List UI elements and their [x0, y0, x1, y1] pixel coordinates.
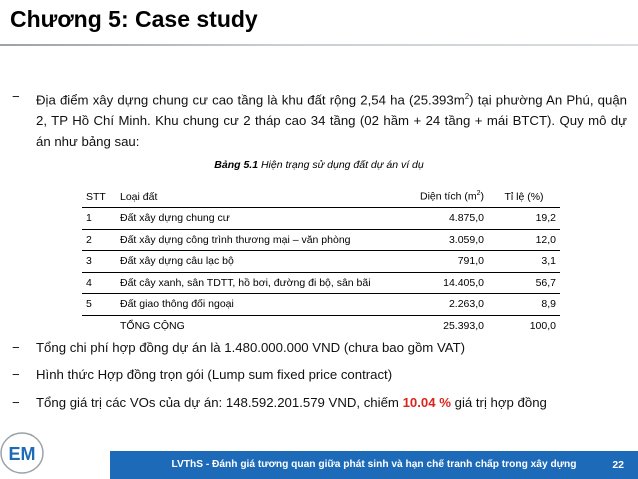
caption-text: Hiện trạng sử dụng đất dự án ví dụ	[258, 159, 424, 171]
footer-bar	[110, 451, 638, 479]
header-pct: Tỉ lệ (%)	[488, 186, 560, 208]
header-stt: STT	[82, 186, 116, 208]
table-row	[82, 208, 560, 230]
cell-stt: 3	[82, 251, 116, 273]
cell-pct: 12,0	[488, 229, 560, 251]
title-divider	[0, 44, 638, 46]
table-row	[82, 229, 560, 251]
table-row	[82, 272, 560, 294]
bullet-site-location	[12, 86, 627, 152]
bullet-dash: −	[12, 367, 20, 382]
slide-title: Chương 5: Case study	[10, 6, 258, 32]
bullet-text	[12, 392, 627, 413]
table-row	[82, 251, 560, 273]
cell-stt: 4	[82, 272, 116, 294]
footer-text: LVThS - Đánh giá tương quan giữa phát sinh và hạn chế tranh chấp trong xây dựng	[171, 459, 577, 470]
cell-pct: 56,7	[488, 272, 560, 294]
highlight-percent: 10.04 %	[402, 395, 451, 410]
cell-area: 14.405,0	[398, 272, 488, 294]
header-area	[398, 186, 488, 208]
bullet-text-part: Địa điểm xây dựng chung cư cao tầng là khu đất rộng 2,54 ha (25.393m	[36, 92, 465, 108]
caption-label: Bảng 5.1	[214, 159, 259, 171]
cell-pct: 3,1	[488, 251, 560, 273]
bullet-text-part: ) tại phường An Phú, quận 2, TP Hồ Chí Minh. Khu chung cư 2 tháp cao 34 tầng (02 hầm + 24 tầng + mái BTCT). Quy mô dự án như bảng sau:	[36, 92, 627, 150]
table-caption	[0, 159, 638, 171]
bullet-text-part: giá trị hợp đồng	[450, 395, 547, 410]
page-number: 22	[612, 459, 624, 471]
cell-stt: 5	[82, 294, 116, 316]
logo	[0, 426, 44, 476]
table-header-row	[82, 186, 560, 208]
cell-stt: 2	[82, 229, 116, 251]
cell-area: 3.059,0	[398, 229, 488, 251]
cell-name: Đất xây dựng công trình thương mại – văn phòng	[116, 229, 398, 251]
cell-stt: 1	[82, 208, 116, 230]
cell-pct: 8,9	[488, 294, 560, 316]
bullet-text	[12, 86, 627, 152]
bullet-text: Hình thức Hợp đồng trọn gói (Lump sum fixed price contract)	[36, 367, 393, 382]
cell-area: 4.875,0	[398, 208, 488, 230]
superscript: 2	[464, 92, 470, 101]
cell-pct: 19,2	[488, 208, 560, 230]
bullet-dash: −	[12, 395, 20, 410]
table-row	[82, 294, 560, 316]
cell-area: 2.263,0	[398, 294, 488, 316]
logo-text: EM	[8, 444, 36, 464]
header-area-text: Diện tích (m	[419, 190, 477, 203]
cell-stt	[82, 315, 116, 337]
bullet-text-part: Tổng giá trị các VOs của dự án: 148.592.201.579 VND, chiếm	[36, 395, 403, 410]
land-use-table	[82, 186, 560, 337]
cell-name: Đất giao thông đối ngoại	[116, 294, 398, 316]
cell-name: Đất cây xanh, sân TDTT, hồ bơi, đường đi bộ, sân bãi	[116, 272, 398, 294]
cell-name: Đất xây dựng chung cư	[116, 208, 398, 230]
superscript: 2	[476, 190, 481, 198]
bullet-vo-value	[12, 392, 627, 413]
cell-name: Đất xây dựng câu lạc bộ	[116, 251, 398, 273]
bullet-contract-cost	[12, 337, 627, 358]
logo-mark	[0, 426, 44, 476]
bullet-dash: −	[12, 340, 20, 355]
cell-total-pct: 100,0	[529, 320, 556, 332]
bullet-contract-type	[12, 364, 627, 385]
cell-area: 791,0	[398, 251, 488, 273]
header-area-text: )	[480, 190, 484, 203]
cell-total-label: TỔNG CỘNG	[120, 320, 185, 332]
cell-total-area: 25.393,0	[443, 320, 484, 332]
header-name: Loại đất	[116, 186, 398, 208]
bullet-text: Tổng chi phí hợp đồng dự án là 1.480.000.000 VND (chưa bao gồm VAT)	[36, 340, 466, 355]
bullet-dash: −	[12, 89, 20, 104]
table-total-row	[82, 315, 560, 337]
